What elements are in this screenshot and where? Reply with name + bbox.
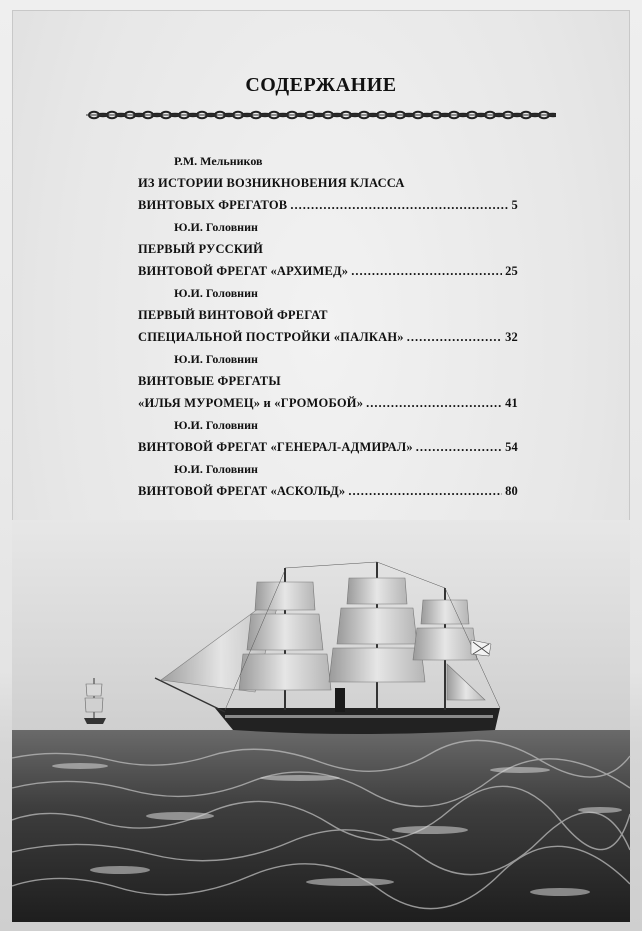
toc-title-line: «ИЛЬЯ МУРОМЕЦ» и «ГРОМОБОЙ» <box>138 396 364 410</box>
toc-entry-row[interactable] <box>138 480 518 502</box>
toc-title-line: ПЕРВЫЙ ВИНТОВОЙ ФРЕГАТ <box>138 308 328 322</box>
leader-dots <box>416 436 502 458</box>
table-of-contents <box>138 150 518 502</box>
leader-dots <box>290 194 508 216</box>
toc-entry-row[interactable] <box>138 260 518 282</box>
leader-dots <box>348 480 502 502</box>
toc-title-line: ВИНТОВЫХ ФРЕГАТОВ <box>138 198 288 212</box>
leader-dots <box>366 392 502 414</box>
toc-title-line: СПЕЦИАЛЬНОЙ ПОСТРОЙКИ «ПАЛКАН» <box>138 330 404 344</box>
toc-author: Ю.И. Головнин <box>174 462 258 476</box>
page-number: 25 <box>505 264 518 278</box>
toc-title-line: ВИНТОВОЙ ФРЕГАТ «АСКОЛЬД» <box>138 484 346 498</box>
page-number: 5 <box>511 198 518 212</box>
leader-dots <box>407 326 502 348</box>
toc-author: Р.М. Мельников <box>174 154 263 168</box>
page-number: 41 <box>505 396 518 410</box>
page-title: СОДЕРЖАНИЕ <box>245 74 397 96</box>
toc-entry-row[interactable] <box>138 194 518 216</box>
frigate-illustration <box>0 520 642 931</box>
leader-dots <box>351 260 502 282</box>
page-number: 32 <box>505 330 518 344</box>
toc-entry-row[interactable] <box>138 326 518 348</box>
toc-entry-row[interactable] <box>138 436 518 458</box>
toc-entry-row[interactable] <box>138 392 518 414</box>
page-number: 80 <box>505 484 518 498</box>
toc-author: Ю.И. Головнин <box>174 220 258 234</box>
toc-author: Ю.И. Головнин <box>174 418 258 432</box>
toc-title-line: ВИНТОВОЙ ФРЕГАТ «ГЕНЕРАЛ-АДМИРАЛ» <box>138 440 413 454</box>
toc-author: Ю.И. Головнин <box>174 352 258 366</box>
toc-title-line: ПЕРВЫЙ РУССКИЙ <box>138 242 264 256</box>
toc-title-line: ВИНТОВЫЕ ФРЕГАТЫ <box>138 374 281 388</box>
page-number: 54 <box>505 440 518 454</box>
chain-divider <box>86 108 556 122</box>
toc-title-line: ВИНТОВОЙ ФРЕГАТ «АРХИМЕД» <box>138 264 349 278</box>
toc-author: Ю.И. Головнин <box>174 286 258 300</box>
toc-title-line: ИЗ ИСТОРИИ ВОЗНИКНОВЕНИЯ КЛАССА <box>138 176 405 190</box>
